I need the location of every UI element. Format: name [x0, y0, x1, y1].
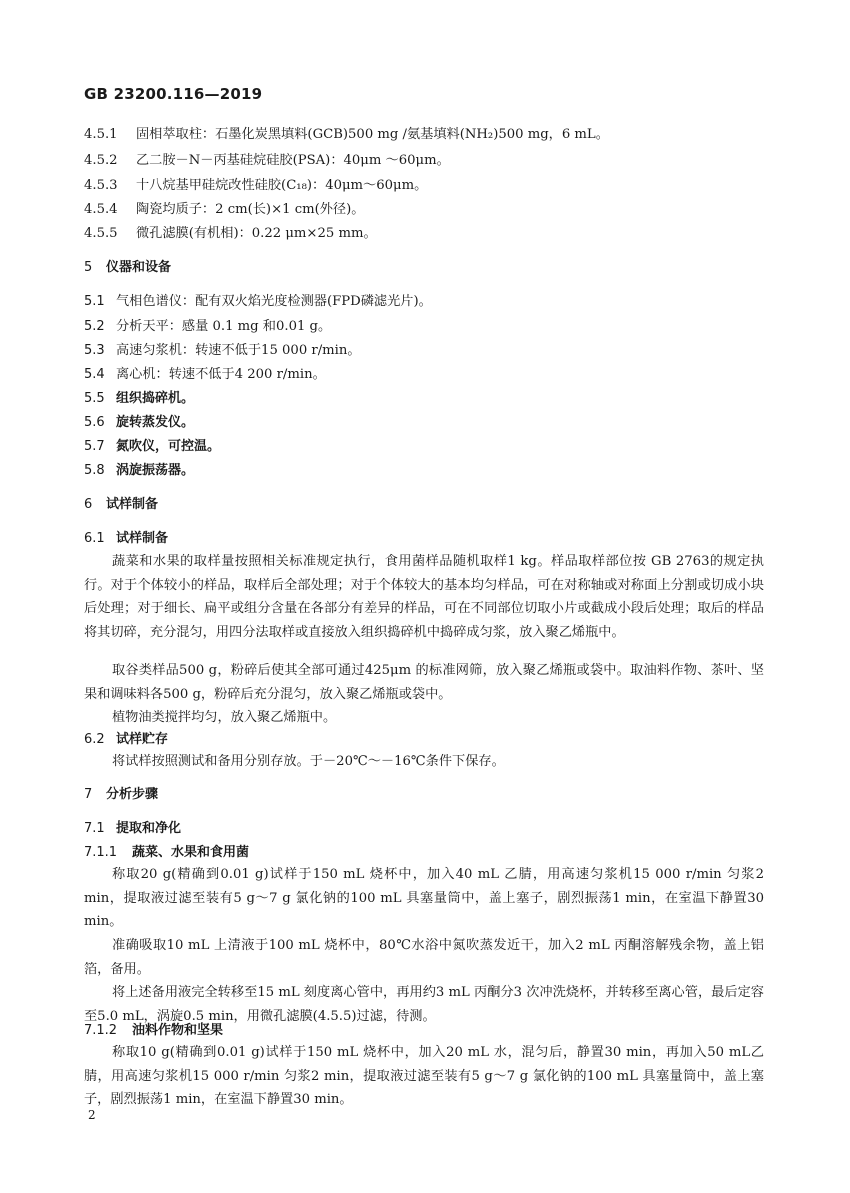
subsection-number: 7.1.1	[84, 845, 118, 860]
item-5-5	[84, 390, 194, 408]
item-text: 高速匀浆机：转速不低于15 000 r/min。	[116, 343, 361, 358]
item-number: 5.6	[84, 415, 105, 430]
item-4-5-1	[84, 126, 609, 144]
item-number: 5.5	[84, 391, 105, 406]
item-number: 5.3	[84, 343, 105, 358]
item-4-5-3	[84, 177, 427, 195]
subsection-6-1-heading	[84, 530, 168, 548]
item-text: 微孔滤膜(有机相)：0.22 μm×25 mm。	[136, 226, 377, 241]
subsection-title: 提取和净化	[116, 821, 182, 836]
subsection-number: 7.1	[84, 821, 105, 836]
subsection-number: 6.1	[84, 531, 105, 546]
page-number: 2	[88, 1108, 96, 1122]
item-text: 氮吹仪，可控温。	[116, 439, 221, 454]
item-5-1	[84, 293, 432, 311]
paragraph: 植物油类搅拌均匀，放入聚乙烯瓶中。	[112, 710, 337, 725]
item-text: 乙二胺－N－丙基硅烷硅胶(PSA)：40μm ～60μm。	[136, 153, 450, 168]
paragraph: 取谷类样品500 g，粉碎后使其全部可通过425μm 的标准网筛，放入聚乙烯瓶或袋中。取油料作物、茶叶、坚果和调味料各500 g，粉碎后充分混匀，放入聚乙烯瓶或袋中。	[84, 663, 764, 702]
section-6-heading	[84, 496, 158, 514]
paragraph: 蔬菜和水果的取样量按照相关标准规定执行，食用菌样品随机取样1 kg。样品取样部位按 GB 2763的规定执行。对于个体较小的样品，取样后全部处理；对于个体较大的基本均匀样品，可在对称轴或对称面上分割或切成小块后处理；对于细长、扁平或组分含量在各部分有差异的样品，可在不同部位切取小片或截成小段后处理；取后的样品将其切碎，充分混匀，用四分法取样或直接放入组织捣碎机中捣碎成匀浆，放入聚乙烯瓶中。	[84, 554, 764, 640]
item-text: 分析天平：感量 0.1 mg 和0.01 g。	[116, 319, 332, 334]
subsection-number: 7.1.2	[84, 1023, 118, 1038]
item-number: 4.5.3	[84, 178, 118, 193]
item-text: 固相萃取柱：石墨化炭黑填料(GCB)500 mg /氨基填料(NH₂)500 mg，6 mL。	[136, 127, 609, 142]
paragraph: 将上述备用液完全转移至15 mL 刻度离心管中，再用约3 mL 丙酮分3 次冲洗烧杯，并转移至离心管，最后定容至5.0 mL，涡旋0.5 min，用微孔滤膜(4.5.5)过滤，待测。	[84, 985, 764, 1024]
section-number: 7	[84, 787, 93, 802]
subsection-number: 6.2	[84, 732, 105, 747]
section-title: 仪器和设备	[106, 260, 172, 275]
subsection-7-1-heading	[84, 820, 181, 838]
item-5-2	[84, 318, 331, 336]
item-text: 旋转蒸发仪。	[116, 415, 195, 430]
subsection-7-1-2-heading	[84, 1022, 223, 1040]
item-text: 气相色谱仪：配有双火焰光度检测器(FPD磷滤光片)。	[116, 294, 432, 309]
item-5-6	[84, 414, 194, 432]
item-text: 陶瓷均质子：2 cm(长)×1 cm(外径)。	[136, 202, 365, 217]
subsection-title: 试样制备	[116, 531, 169, 546]
item-4-5-2	[84, 152, 450, 170]
item-number: 4.5.2	[84, 153, 118, 168]
section-number: 5	[84, 260, 93, 275]
item-text: 涡旋振荡器。	[116, 463, 195, 478]
item-number: 5.8	[84, 463, 105, 478]
subsection-title: 油料作物和坚果	[132, 1023, 224, 1038]
subsection-7-1-1-heading	[84, 844, 249, 862]
item-number: 4.5.5	[84, 226, 118, 241]
subsection-title: 蔬菜、水果和食用菌	[132, 845, 250, 860]
item-number: 4.5.1	[84, 127, 118, 142]
subsection-title: 试样贮存	[116, 732, 169, 747]
item-5-3	[84, 342, 361, 360]
paragraph: 将试样按照测试和备用分别存放。于－20℃～－16℃条件下保存。	[112, 754, 505, 769]
item-number: 5.2	[84, 319, 105, 334]
item-5-4	[84, 366, 326, 384]
section-number: 6	[84, 497, 93, 512]
item-text: 组织捣碎机。	[116, 391, 195, 406]
paragraph: 称取20 g(精确到0.01 g)试样于150 mL 烧杯中，加入40 mL 乙腈，用高速匀浆机15 000 r/min 匀浆2 min，提取液过滤至装有5 g～7 g 氯化钠的100 mL 具塞量筒中，盖上塞子，剧烈振荡1 min，在室温下静置30 min。	[84, 867, 764, 930]
section-title: 试样制备	[106, 497, 159, 512]
item-text: 离心机：转速不低于4 200 r/min。	[116, 367, 326, 382]
item-number: 5.7	[84, 439, 105, 454]
item-number: 4.5.4	[84, 202, 118, 217]
section-5-heading	[84, 259, 171, 277]
standard-code: GB 23200.116—2019	[84, 85, 263, 103]
item-4-5-5	[84, 225, 377, 243]
section-title: 分析步骤	[106, 787, 159, 802]
subsection-6-2-heading	[84, 731, 168, 749]
item-5-7	[84, 438, 220, 456]
item-number: 5.1	[84, 294, 105, 309]
paragraph: 称取10 g(精确到0.01 g)试样于150 mL 烧杯中，加入20 mL 水，混匀后，静置30 min，再加入50 mL乙腈，用高速匀浆机15 000 r/min 匀浆2 min，提取液过滤至装有5 g～7 g 氯化钠的100 mL 具塞量筒中，盖上塞子，剧烈振荡1 min，在室温下静置30 min。	[84, 1045, 764, 1108]
item-4-5-4	[84, 201, 364, 219]
item-text: 十八烷基甲硅烷改性硅胶(C₁₈)：40μm～60μm。	[136, 178, 428, 193]
item-number: 5.4	[84, 367, 105, 382]
paragraph: 准确吸取10 mL 上清液于100 mL 烧杯中，80℃水浴中氮吹蒸发近干，加入2 mL 丙酮溶解残余物，盖上铝箔，备用。	[84, 938, 764, 977]
item-5-8	[84, 462, 194, 480]
section-7-heading	[84, 786, 158, 804]
